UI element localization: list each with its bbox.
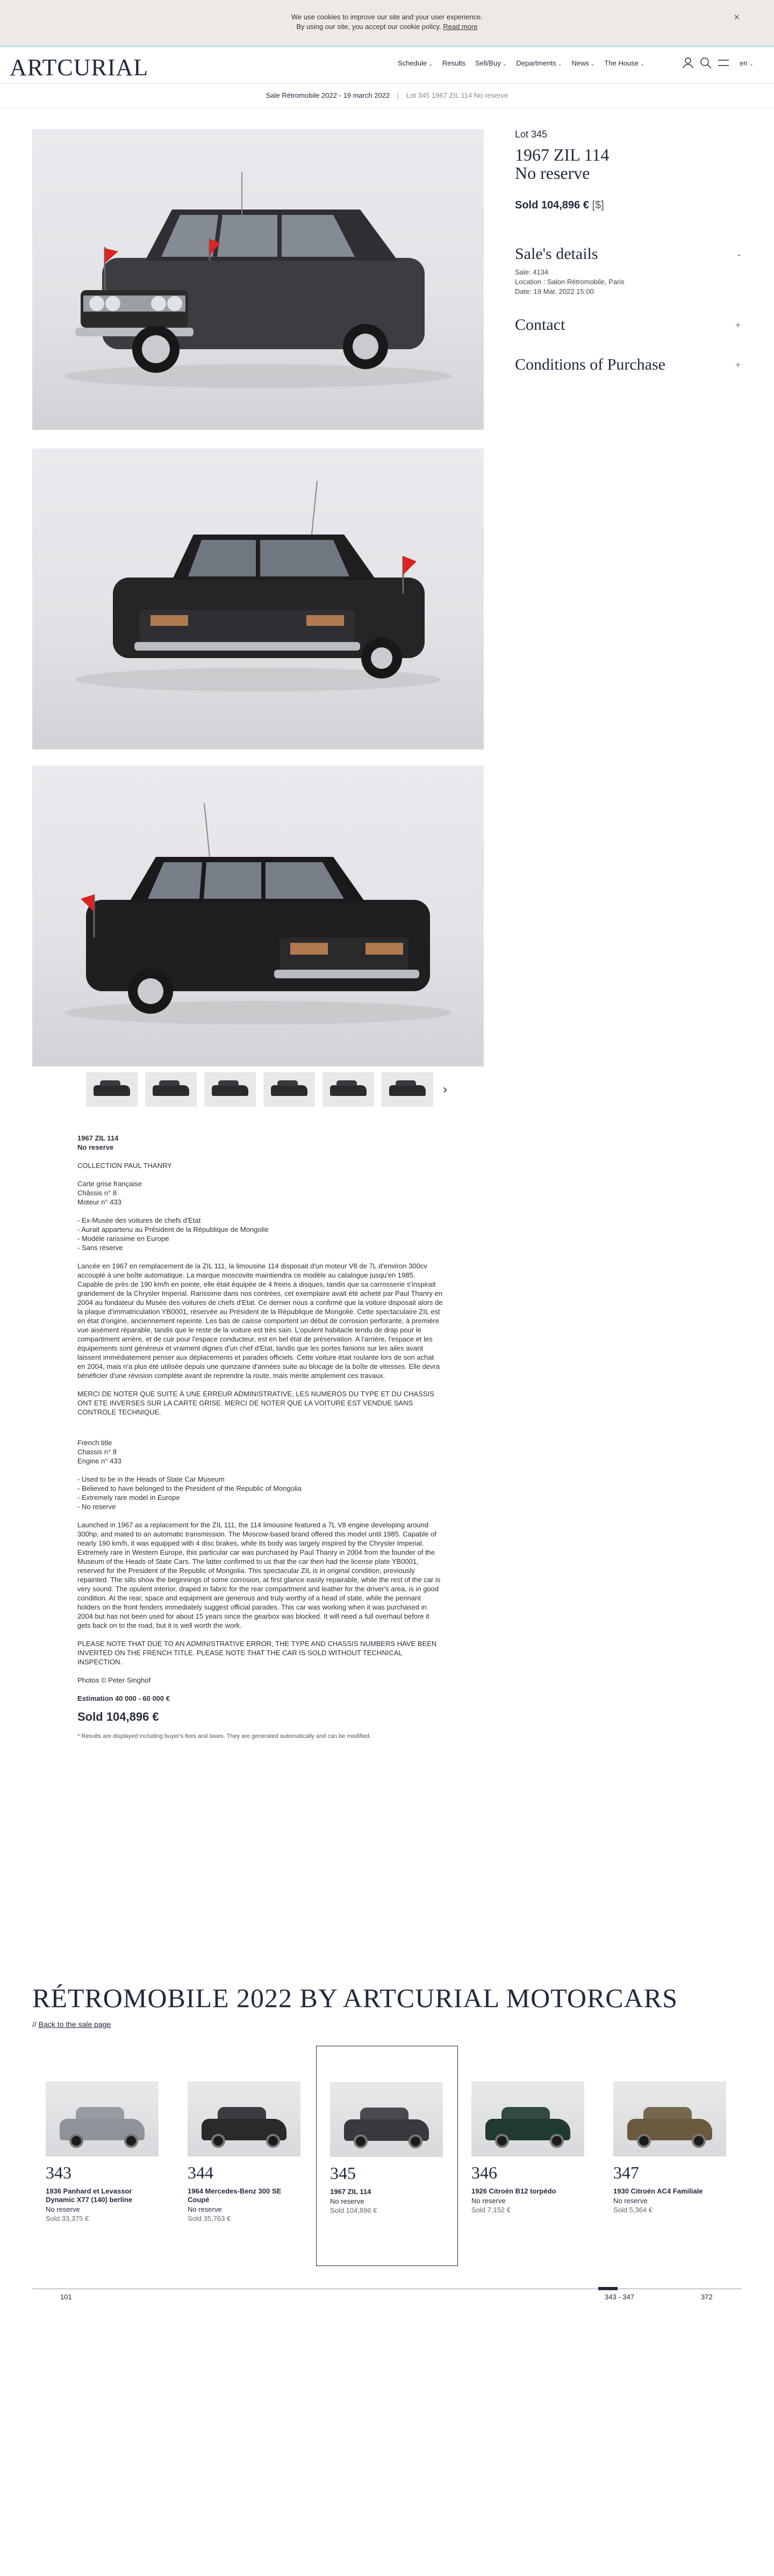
wheel bbox=[550, 2134, 564, 2148]
thumbnail-car-image bbox=[330, 1085, 367, 1096]
desc-title: 1967 ZIL 114 bbox=[77, 1134, 119, 1142]
chevron-down-icon: ⌄ bbox=[590, 61, 595, 67]
breadcrumb-current: Lot 345 1967 ZIL 114 No reserve bbox=[406, 91, 508, 99]
related-lot-reserve: No reserve bbox=[471, 2197, 506, 2205]
related-lot-number: 345 bbox=[330, 2163, 356, 2183]
fr-doc-line: Châssis n° 8 bbox=[77, 1189, 117, 1197]
wheel bbox=[124, 2134, 138, 2148]
related-lot-name: 1930 Citroën AC4 Familiale bbox=[613, 2187, 703, 2195]
desc-en-doc bbox=[77, 1438, 443, 1466]
en-bullet: - No reserve bbox=[77, 1503, 116, 1511]
en-doc-line: French title bbox=[77, 1439, 112, 1447]
nav-item-label: News bbox=[571, 59, 589, 67]
nav-item-news[interactable] bbox=[571, 59, 594, 67]
wheel bbox=[354, 2134, 368, 2148]
cookie-text: We use cookies to improve our site and your user experience. bbox=[291, 13, 483, 21]
sale-details-section bbox=[515, 245, 741, 297]
desc-fr-note: MERCI DE NOTER QUE SUITE À UNE ERREUR ADMINISTRATIVE, LES NUMEROS DU TYPE ET DU CHASSIS ONT ETE INVERSES SUR LA CARTE GRISE. MERCI DE NOTER QUE LA VOITURE EST VENDUE SANS CONTROLE TECHNIQUE. bbox=[77, 1390, 434, 1416]
chevron-down-icon: ⌄ bbox=[557, 61, 562, 67]
lot-sold-price bbox=[515, 199, 741, 212]
contact-section bbox=[515, 316, 741, 334]
related-title: RÉTROMOBILE 2022 BY ARTCURIAL MOTORCARS bbox=[32, 1983, 678, 2013]
conditions-header[interactable] bbox=[515, 356, 741, 374]
wheel bbox=[692, 2134, 706, 2148]
chevron-down-icon: ⌄ bbox=[502, 61, 507, 67]
nav-item-sell-buy[interactable] bbox=[475, 59, 506, 67]
chevron-down-icon: ⌄ bbox=[428, 61, 433, 67]
related-lot-number: 347 bbox=[613, 2163, 639, 2182]
cookie-read-more-link[interactable]: Read more bbox=[443, 23, 478, 31]
user-icon[interactable] bbox=[683, 57, 693, 69]
gallery-thumbnail[interactable] bbox=[263, 1072, 315, 1107]
thumbnail-car-image bbox=[271, 1085, 307, 1096]
nav-item-results[interactable] bbox=[442, 59, 465, 67]
search-icon[interactable] bbox=[700, 57, 712, 69]
lot-title-line-1: 1967 ZIL 114 bbox=[515, 145, 610, 164]
wheel bbox=[266, 2134, 280, 2148]
breadcrumb-separator: | bbox=[397, 91, 399, 99]
related-lot-card[interactable] bbox=[316, 2046, 458, 2266]
wheel bbox=[211, 2134, 225, 2148]
logo[interactable]: ARTCURIAL bbox=[10, 54, 149, 81]
sale-details-body bbox=[515, 268, 741, 297]
related-lot-sold: Sold 104,896 € bbox=[330, 2206, 377, 2214]
gallery-thumbnail[interactable] bbox=[322, 1072, 374, 1107]
chevron-down-icon: ⌄ bbox=[749, 61, 754, 67]
related-lot-image bbox=[188, 2081, 300, 2156]
nav-item-label: Sell/Buy bbox=[475, 59, 501, 67]
en-doc-line: Chassis n° 8 bbox=[77, 1448, 117, 1456]
related-lot-sold: Sold 35,763 € bbox=[188, 2214, 231, 2223]
desc-footnote: * Results are displayed including buyer's fees and taxes. They are generated automatically and can be modified. bbox=[77, 1733, 371, 1740]
cookie-policy-text: By using our site, you accept our cookie policy. bbox=[296, 23, 441, 31]
en-bullet: - Believed to have belonged to the President of the Republic of Mongolia bbox=[77, 1484, 302, 1492]
menu-icon[interactable] bbox=[718, 59, 729, 67]
gallery-thumbnail[interactable] bbox=[382, 1072, 433, 1107]
desc-subtitle: No reserve bbox=[77, 1143, 114, 1151]
cookie-text-2 bbox=[0, 23, 774, 31]
desc-sold-price: Sold 104,896 € bbox=[77, 1710, 159, 1723]
fr-doc-line: Moteur n° 433 bbox=[77, 1198, 121, 1206]
divider bbox=[0, 107, 774, 108]
sale-number: Sale: 4134 bbox=[515, 268, 549, 276]
fr-bullet: - Ex-Musée des voitures de chefs d'Etat bbox=[77, 1216, 201, 1224]
language-selector[interactable] bbox=[740, 59, 754, 67]
desc-en-text-1: Launched in 1967 as a replacement for the ZIL 111, the 114 limousine featured a 7L V8 engine developing around 300hp, and mated to an automatic transmission. The Moscow-based brand offered this model until 1985. Capable of nearly 190 km/h, it was equipped with 4 disc brakes, while its body was largely inspired by the Chrysler Imperial. bbox=[77, 1521, 436, 1547]
sale-location: Location : Salon Rétromobile, Paris bbox=[515, 278, 625, 286]
sold-price-text: Sold 104,896 € bbox=[515, 199, 589, 211]
sale-details-header[interactable] bbox=[515, 245, 741, 263]
contact-title: Contact bbox=[515, 316, 565, 334]
lot-summary bbox=[515, 129, 741, 374]
wheel bbox=[408, 2134, 422, 2148]
related-lot-card[interactable] bbox=[600, 2046, 742, 2266]
close-icon[interactable]: × bbox=[734, 12, 740, 23]
desc-photos-credit: Photos © Peter Singhof bbox=[77, 1676, 151, 1684]
related-lot-name: 1926 Citroën B12 torpédo bbox=[471, 2187, 556, 2195]
wheel bbox=[637, 2134, 651, 2148]
related-lot-number: 346 bbox=[471, 2163, 497, 2182]
contact-header[interactable] bbox=[515, 316, 741, 334]
thumbnail-car-image bbox=[212, 1085, 248, 1096]
fr-bullet: - Sans réserve bbox=[77, 1244, 123, 1252]
language-label: en bbox=[740, 59, 748, 67]
back-to-sale-link[interactable]: Back to the sale page bbox=[38, 2020, 111, 2029]
related-lot-name: 1936 Panhard et Levassor Dynamic X77 (140) berline bbox=[46, 2187, 133, 2204]
nav-item-departments[interactable] bbox=[516, 59, 562, 67]
back-to-sale bbox=[32, 2020, 111, 2029]
desc-fr-bullets bbox=[77, 1216, 443, 1252]
gallery-thumbnail[interactable] bbox=[86, 1072, 138, 1107]
nav-item-label: Results bbox=[442, 59, 466, 67]
related-lot-card[interactable] bbox=[174, 2046, 316, 2266]
wheel bbox=[69, 2134, 83, 2148]
nav-item-the-house[interactable] bbox=[604, 59, 644, 67]
site-header bbox=[0, 49, 774, 84]
conditions-section bbox=[515, 356, 741, 374]
desc-en-bullets bbox=[77, 1475, 443, 1511]
related-lot-name: 1967 ZIL 114 bbox=[330, 2188, 371, 2196]
related-lot-number: 344 bbox=[188, 2163, 213, 2182]
desc-fr-text: Lancée en 1967 en remplacement de la ZIL 111, la limousine 114 disposait d'un moteur V8 de 7L d'environ 300cv accouplé à une boîte automatique. La marque moscovite maintiendra ce modèle au catalogue jusqu'en 1985. Capable de près de 190 km/h en pointe, elle était équipée de 4 freins à disques, tandis que sa carrosserie s'inspirait grandement de la Chrysler Imperial. Rarissime dans nos contrées, cet exemplaire avait été acheté par Paul Thanry en 2004 au fondateur du Musée des voitures de chefs d'Etat. Ce dernier nous a confirmé que la voiture disposait alors de la plaque d'immatriculation YB0001, réservée au Président de la République de Mongolie. Cette spectaculaire ZIL est en état d'origine, anciennement repeinte. Les bas de caisse comportent un début de corrosion perforante, à première vue aisément réparable, tandis que le reste de la voiture est très sain. L'opulent habitacle tendu de drap pour le compartiment arrière, et de cuir pour l'espace conducteur, est en bel état de préservation. A l'arrière, l'espace et les équipements sont généreux et vraiment dignes d'un chef d'Etat, tandis que les portes fanions sur les ailes avant laissent immédiatement penser aux déplacements et parades officiels. Cette voiture était roulante lors de son achat en 2004, mais n'a plus été utilisée depuis une quinzaine d'années suite au blocage de la boîte de vitesses. Elle devra bénéficier d'une révision complète avant de reprendre la route, mais mérite amplement ces travaux. bbox=[77, 1262, 443, 1380]
related-lot-sold: Sold 7,152 € bbox=[471, 2206, 511, 2214]
pager-range: 343 - 347 bbox=[605, 2293, 634, 2301]
expand-icon[interactable]: + bbox=[735, 319, 741, 330]
lot-photo-3[interactable] bbox=[32, 766, 484, 1066]
en-bullet: - Used to be in the Heads of State Car Museum bbox=[77, 1475, 225, 1483]
related-lot-image bbox=[46, 2081, 159, 2156]
nav-item-label: Departments bbox=[516, 59, 556, 67]
related-lot-card[interactable] bbox=[32, 2046, 174, 2266]
related-lot-reserve: No reserve bbox=[188, 2205, 222, 2213]
related-lot-image bbox=[330, 2082, 443, 2157]
related-lot-image bbox=[471, 2081, 584, 2156]
en-bullet: - Extremely rare model in Europe bbox=[77, 1493, 180, 1502]
nav-item-label: The House bbox=[604, 59, 639, 67]
lot-title bbox=[515, 146, 741, 182]
related-lot-name: 1964 Mercedes-Benz 300 SE Coupé bbox=[188, 2187, 282, 2204]
collapse-icon[interactable]: - bbox=[737, 248, 741, 259]
pager-end: 372 bbox=[701, 2293, 713, 2301]
back-prefix: // bbox=[32, 2020, 39, 2029]
fr-bullet: - Aurait appartenu au Président de la République de Mongolie bbox=[77, 1225, 269, 1233]
desc-en-text-2: Extremely rare in Western Europe, this particular car was purchased by Paul Thanry in 2004 from the founder of the Museum of the Heads of State Cars. The latter confirmed to us that the car then had the license plate YB0001, reserved for the President of the Republic of Mongolia. This spectacular ZIL is in original condition, previously repainted. The sills show the beginnings of some corrosion, at first glance easily repairable, while the rest of the car is very sound. The opulent interior, draped in fabric for the rear compartment and leather for the driver's area, is in good condition. At the rear, space and equipment are generous and truly worthy of a head of state, while the pennant holders on the front fenders immediately suggest official parades. This car was working when it was purchased in 2004 but has not been used for about 15 years since the gearbox was blocked. It will need a full overhaul before it gets back on to the road, but it is well worth the work. bbox=[77, 1548, 441, 1629]
chevron-down-icon: ⌄ bbox=[640, 61, 644, 67]
related-lot-reserve: No reserve bbox=[613, 2197, 648, 2205]
related-lots-carousel bbox=[32, 2046, 742, 2266]
nav-item-schedule[interactable] bbox=[398, 59, 433, 67]
en-doc-line: Engine n° 433 bbox=[77, 1457, 121, 1465]
lot-description bbox=[77, 1134, 443, 1741]
pager-start: 101 bbox=[60, 2293, 72, 2301]
expand-icon[interactable]: + bbox=[735, 359, 741, 370]
gallery-thumbnail[interactable] bbox=[145, 1072, 197, 1107]
desc-collection: COLLECTION PAUL THANRY bbox=[77, 1161, 172, 1170]
fr-doc-line: Carte grise française bbox=[77, 1180, 142, 1188]
header-icons bbox=[683, 57, 754, 69]
lot-photo-1[interactable] bbox=[32, 129, 484, 430]
thumbnail-strip bbox=[86, 1072, 447, 1107]
desc-fr-doc bbox=[77, 1179, 443, 1207]
related-lot-reserve: No reserve bbox=[330, 2197, 364, 2205]
main-nav bbox=[398, 59, 654, 67]
breadcrumb bbox=[0, 91, 774, 99]
thumbnail-car-image bbox=[389, 1085, 426, 1096]
carousel-scrollbar bbox=[32, 2283, 742, 2299]
related-lot-reserve: No reserve bbox=[46, 2205, 80, 2213]
related-lot-number: 343 bbox=[46, 2163, 71, 2182]
related-lot-sold: Sold 33,375 € bbox=[46, 2214, 89, 2223]
currency-switch[interactable]: [$] bbox=[592, 199, 604, 211]
lot-title-line-2: No reserve bbox=[515, 163, 590, 183]
wheel bbox=[495, 2134, 509, 2148]
desc-en-note: PLEASE NOTE THAT DUE TO AN ADMINISTRATIVE ERROR, THE TYPE AND CHASSIS NUMBERS HAVE BEEN INVERTED ON THE FRENCH TITLE. PLEASE NOTE THAT THE CAR IS SOLD WITHOUT TECHNICAL INSPECTION. bbox=[77, 1640, 437, 1666]
thumbnail-car-image bbox=[94, 1085, 130, 1096]
related-lot-image bbox=[613, 2081, 726, 2156]
scrollbar-thumb[interactable] bbox=[598, 2287, 618, 2290]
cookie-banner bbox=[0, 0, 774, 47]
sale-details-title: Sale's details bbox=[515, 245, 598, 263]
lot-photo-2[interactable] bbox=[32, 449, 484, 749]
thumbnail-car-image bbox=[153, 1085, 189, 1096]
lot-number: Lot 345 bbox=[515, 129, 548, 140]
chevron-right-icon[interactable]: › bbox=[443, 1082, 447, 1096]
related-lot-card[interactable] bbox=[458, 2046, 600, 2266]
related-lot-sold: Sold 5,364 € bbox=[613, 2206, 653, 2214]
nav-item-label: Schedule bbox=[398, 59, 427, 67]
desc-estimate: Estimation 40 000 - 60 000 € bbox=[77, 1694, 170, 1702]
sale-date: Date: 19 Mar. 2022 15:00 bbox=[515, 287, 594, 295]
gallery-thumbnail[interactable] bbox=[204, 1072, 256, 1107]
fr-bullet: - Modèle rarissime en Europe bbox=[77, 1235, 169, 1243]
breadcrumb-sale-link[interactable]: Sale Rétromobile 2022 - 19 march 2022 bbox=[266, 91, 390, 99]
conditions-title: Conditions of Purchase bbox=[515, 356, 665, 373]
